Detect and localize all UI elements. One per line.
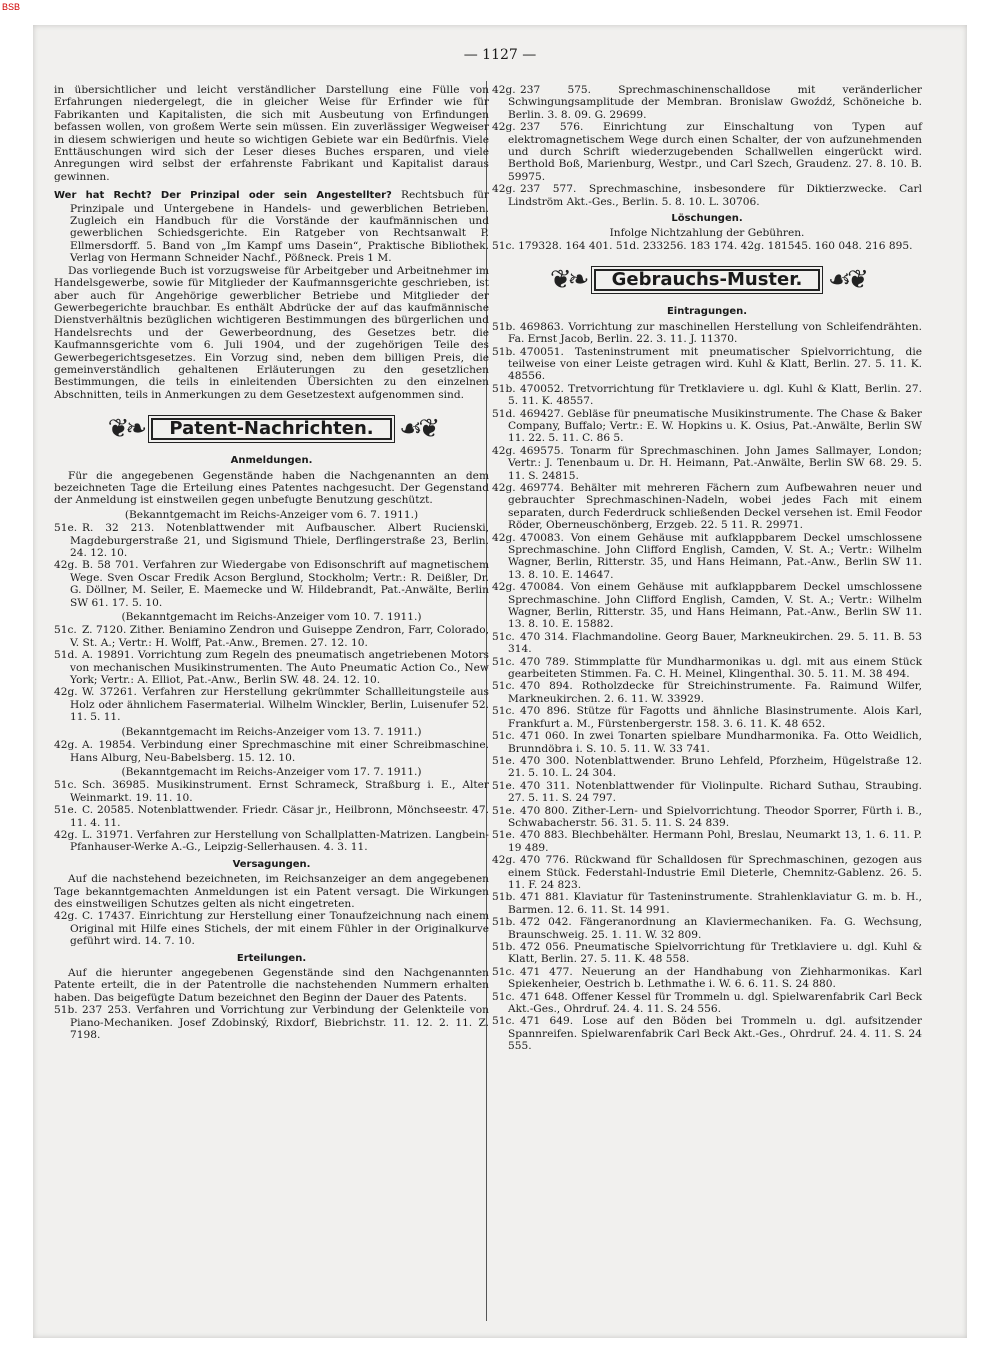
patent-entry <box>492 680 922 705</box>
intro-paragraph: in übersichtlicher und leicht verständlicher Darstellung eine Fülle von Erfahrungen niedergelegt, die in gleicher Weise für Erfinder wie für Fabrikanten und Kapitalisten, die sich mit Ausbeutung von Erfindungen befassen wollen, von großem Werte sein müssen. Ein zuverlässiger Wegweiser in diesem schwierigen und heute so wichtigen Gebiete war ein Bedürfnis. Viele Enttäuschungen wird sich der Leser dieses Buches ersparen, und viele Anregungen wird selbst der erfahrenste Fabrikant und Kapitalist daraus gewinnen. <box>54 84 489 183</box>
section-heading: Eintragungen. <box>666 306 748 318</box>
patent-entry <box>492 581 922 631</box>
section-heading: Versagungen. <box>232 858 311 870</box>
entry-text: 470083. Von einem Gehäuse mit aufklappbarem Deckel umschlossene Sprechmaschine. John Clifford English, Camden, V. St. A.; Vertr.: Wilhelm Wagner, Berlin, Ritterstr. 35, und Hans Heimann, Pat.-Anw., Berlin SW 11. 13. 8. 10. E. 14647. <box>508 531 922 581</box>
patent-entry <box>54 686 489 723</box>
entry-class: 51c. <box>492 1015 515 1028</box>
entry-text: 237 575. Sprechmaschinenschalldose mit veränderlicher Schwingungsamplitude der Membran. Bronislaw Gwoźdź, Schöneiche b. Berlin. 3. 8. 09. G. 29699. <box>508 84 922 121</box>
book-description: Das vorliegende Buch ist vorzugsweise für Arbeitgeber und Arbeitnehmer im Handelsgewerbe, sowie für Mitglieder der Kaufmannsgerichte geschrieben, ist aber auch für Angehörige gewerblicher Betriebe und Mitglieder der Gewerbegerichte brauchbar. Es enthält Abdrücke der auf das kaufmännische Dienstverhältnis bezüglichen wichtigeren Bestimmungen des bürgerlichen und Handelsrechts und der Gewerbeordnung, des Gesetzes betr. die Kaufmannsgerichte vom 6. Juli 1904, und der zugehörigen Teile des Gewerbegerichtsgesetzes. Ein Vorzug sind, neben dem billigen Preis, die gemeinverständlich gehaltenen Erläuterungen zu den gesetzlichen Bestimmungen, die teils in einleitenden Übersichten zu den einzelnen Abschnitten, teils in Anmerkungen zu dem Gesetzestext aufgenommen sind. <box>54 264 489 401</box>
patent-entry <box>492 916 922 941</box>
patent-entry <box>492 755 922 780</box>
entry-text: Sch. 36985. Musikinstrument. Ernst Schrameck, Straßburg i. E., Alter Weinmarkt. 19. 11. 10. <box>70 779 489 804</box>
ornament-icon: ❦❧ <box>549 265 586 296</box>
patent-entry <box>492 705 922 730</box>
entry-class: 51c. <box>492 705 515 718</box>
entry-text: 470051. Tasteninstrument mit pneumatischer Spielvorrichtung, die teilweise von einer Leiste getragen wird. Kuhl & Klatt, Berlin. 27. 5. 11. K. 48556. <box>508 345 922 383</box>
patent-entry <box>492 805 922 830</box>
patent-entry <box>492 966 922 991</box>
utility-model-list <box>492 321 922 1053</box>
ornament-icon: ☙❦ <box>827 265 865 296</box>
patent-entry <box>492 346 922 383</box>
banner-title: Patent-Nachrichten. <box>151 418 391 440</box>
patent-entry <box>492 780 922 805</box>
patent-entry <box>54 779 489 804</box>
patent-entry <box>492 730 922 755</box>
patent-entry <box>492 383 922 408</box>
entry-text: Z. 7120. Zither. Beniamino Zendron und Guiseppe Zendron, Farr, Colorado, V. St. A.; Vertr.: H. Wolff, Pat.-Anw., Bremen. 27. 12. 10. <box>70 624 489 649</box>
entry-text: 469863. Vorrichtung zur maschinellen Herstellung von Schleifendrähten. Fa. Ernst Jacob, Berlin. 22. 3. 11. J. 11370. <box>508 320 922 346</box>
entry-text: 237 577. Sprechmaschine, insbesondere für Diktierzwecke. Carl Lindström Akt.-Ges., Berlin. 5. 8. 10. L. 30706. <box>508 183 922 208</box>
entry-text: 470 314. Flachmandoline. Georg Bauer, Markneukirchen. 29. 5. 11. B. 53 314. <box>508 630 922 656</box>
ornament-icon: ❦❧ <box>107 413 144 444</box>
entry-text: C. 17437. Einrichtung zur Herstellung einer Tonaufzeichnung nach einem Original mit Hilfe eines Stichels, der mit einem Fühler in der Originalkurve geführt wird. 14. 7. 10. <box>70 910 489 948</box>
entry-class: 42g. <box>492 581 516 594</box>
entry-class: 51c. <box>492 630 515 643</box>
entry-text: 471 881. Klaviatur für Tasteninstrumente. Strahlenklaviatur G. m. b. H., Barmen. 12. 6. 11. St. 14 991. <box>508 891 922 916</box>
patent-entry <box>492 84 922 121</box>
entry-text: L. 31971. Verfahren zur Herstellung von Schallplatten-Matrizen. Langbein-Pfanhauser-Werke A.-G., Leipzig-Sellerhausen. 4. 3. 11. <box>70 828 489 854</box>
entry-class: 51b. <box>492 941 516 953</box>
entry-text: A. 19891. Vorrichtung zum Regeln des pneumatisch angetriebenen Motors von mechanischen Musikinstrumenten. The Auto Pneumatic Action Co., New York; Vertr.: A. Elliot, Pat.-Anw., Berlin SW. 48. 24. 12. 10. <box>70 649 489 687</box>
patent-entry <box>492 891 922 916</box>
entry-text: 471 477. Neuerung an der Handhabung von Ziehharmonikas. Karl Spiekenheier, Oestrich b. Lethmathe i. W. 6. 6. 11. S. 24 880. <box>508 965 922 991</box>
patent-entry <box>492 183 922 208</box>
patent-entry <box>54 559 489 609</box>
patent-entry <box>492 321 922 346</box>
patent-entry <box>54 624 489 649</box>
book-review <box>54 189 489 264</box>
ornament-icon: ☙❦ <box>399 413 437 444</box>
entry-class: 42g. <box>54 686 78 699</box>
entry-text: 470 800. Zither-Lern- und Spielvorrichtung. Theodor Sporrer, Fürth i. B., Schwabacherstr. 56. 31. 5. 11. S. 24 839. <box>508 804 922 829</box>
entry-text: 472 042. Fängeranordnung an Klaviermechaniken. Fa. G. Wechsung, Braunschweig. 25. 1. 11. W. 32 809. <box>508 916 922 941</box>
entry-class: 51b. <box>492 345 516 358</box>
entry-class: 42g. <box>54 828 78 841</box>
entry-text: B. 58 701. Verfahren zur Wiedergabe von Edisonschrift auf magnetischem Wege. Sven Oscar Fredik Acson Berglund, Stockholm; Vertr.: R. Deißler, Dr. G. Döllner, M. Seiler, E. Maemecke und W. Hildebrandt, Pat.-Anwälte, Berlin SW 61. 17. 5. 10. <box>70 559 489 609</box>
entry-class: 42g. <box>492 531 516 544</box>
entry-text: 471 649. Lose auf den Böden bei Trommeln u. dgl. aufsitzender Spannreifen. Spielwarenfabrik Carl Beck Akt.-Ges., Ohrdruf. 24. 4. 11. S. 24 555. <box>508 1015 922 1053</box>
entry-text: 470052. Tretvorrichtung für Tretklaviere u. dgl. Kuhl & Klatt, Berlin. 27. 5. 11. K. 48557. <box>508 382 922 408</box>
scanned-page <box>33 25 967 1338</box>
entry-class: 51e. <box>54 804 78 817</box>
entry-text: 469774. Behälter mit mehreren Fächern zum Aufbewahren neuer und gebrauchter Sprechmaschinen-Nadeln, wobei jedes Fach mit einem separaten, durch Federdruck schließenden Deckel versehen ist. Emil Feodor Röder, Oberneuschönberg, Erzgeb. 22. 5 11. R. 29971. <box>508 481 922 532</box>
entry-class: 51e. <box>492 829 516 842</box>
entry-class: 42g. <box>492 183 516 196</box>
section-heading: Anmeldungen. <box>230 455 313 467</box>
entry-text: 237 253. Verfahren und Vorrichtung zur Verbindung der Gelenkteile von Piano-Mechaniken. Josef Zdobinský, Rixdorf, Biebrichstr. 11. 12. 2. 11. Z. 7198. <box>70 1004 489 1042</box>
patent-entry <box>492 408 922 445</box>
entry-class: 42g. <box>54 739 78 752</box>
entry-text: 237 576. Einrichtung zur Einschaltung von Typen auf elektromagnetischem Wege durch einen Schalter, der von aufzunehmenden und durch Schrift wiederzugebenden Schallwellen eingerückt wird. Berthold Boß, Marienburg, Westpr., und Carl Szech, Graudenz. 27. 8. 10. B. 59975. <box>508 121 922 183</box>
patent-entry <box>54 829 489 854</box>
entry-class: 51c. <box>492 655 515 668</box>
entry-class: 51e. <box>492 754 516 767</box>
entry-class: 42g. <box>492 854 516 867</box>
patent-entry <box>492 854 922 891</box>
entry-class: 51c. <box>54 779 77 792</box>
patent-nachrichten-banner <box>54 409 489 449</box>
entry-class: 51c. <box>54 624 77 637</box>
entry-text: A. 19854. Verbindung einer Sprechmaschine mit einer Schreibmaschine. Hans Alburg, Neu-Babelsberg. 15. 12. 10. <box>70 739 489 764</box>
entry-class: 51d. <box>492 407 516 420</box>
patent-entry <box>54 649 489 686</box>
deletion-numbers: 51c. 179328. 164 401. 51d. 233256. 183 174. 42g. 181545. 160 048. 216 895. <box>492 239 913 252</box>
patent-entry <box>492 532 922 582</box>
patent-entry <box>492 656 922 681</box>
entry-text: 470 896. Stütze für Fagotts und ähnliche Blasinstrumente. Alois Karl, Frankfurt a. M., Fürstenbergerstr. 158. 3. 6. 11. K. 48 652. <box>508 705 922 730</box>
announcement-date: (Bekanntgemacht im Reichs-Anzeiger vom 17. 7. 1911.) <box>121 765 422 778</box>
entry-text: 470 311. Notenblattwender für Violinpulte. Richard Suthau, Straubing. 27. 5. 11. S. 24 797. <box>508 779 922 805</box>
patent-entry <box>54 804 489 829</box>
patent-entry <box>492 445 922 482</box>
section-heading: Löschungen. <box>671 213 743 225</box>
entry-class: 51c. <box>492 965 515 978</box>
patent-entry <box>54 522 489 559</box>
entry-class: 51d. <box>54 649 78 662</box>
book-title: Wer hat Recht? Der Prinzipal oder sein Angestellter? <box>54 190 392 202</box>
patent-list-continued <box>492 84 922 208</box>
entry-class: 51c. <box>492 730 515 743</box>
page-number: — 1127 — <box>463 47 537 63</box>
entry-class: 51b. <box>492 382 516 395</box>
announcement-date: (Bekanntgemacht im Reichs-Anzeiger vom 6. 7. 1911.) <box>124 508 419 521</box>
entry-text: 470 789. Stimmplatte für Mundharmonikas u. dgl. mit aus einem Stück gearbeiteten Stimmen. Fa. C. H. Meinel, Klingenthal. 30. 5. 11. M. 38 494. <box>508 655 922 681</box>
entry-class: 51e. <box>492 779 516 792</box>
section-subheading: Infolge Nichtzahlung der Gebühren. <box>609 227 805 240</box>
entry-class: 51e. <box>54 522 78 535</box>
entry-text: 470 894. Rotholzdecke für Streichinstrumente. Fa. Raimund Wilfer, Markneukirchen. 2. 6. 11. W. 33929. <box>508 680 922 705</box>
book-text: Rechtsbuch für Prinzipale und Untergebene in Handels- und gewerblichen Betrieben. Zugleich ein Handbuch für die Vorstände der kaufmännischen und gewerblichen Schiedsgerichte. Ein Ratgeber von Rechtsanwalt P. Ellmersdorff. 5. Band von „Im Kampf ums Dasein“, Praktische Bibliothek. Verlag von Hermann Schneider Nachf., Pößneck. Preis 1 M. <box>70 189 489 265</box>
entry-class: 51b. <box>492 916 516 929</box>
entry-class: 42g. <box>492 481 516 494</box>
patent-entry <box>54 910 489 947</box>
entry-class: 51b. <box>492 320 516 333</box>
entry-class: 51e. <box>492 804 516 817</box>
library-mark: BSB <box>2 2 21 12</box>
patent-entry <box>492 991 922 1016</box>
entry-class: 51b. <box>54 1004 78 1017</box>
entry-class: 42g. <box>492 84 516 96</box>
entry-text: 471 060. In zwei Tonarten spielbare Mundharmonika. Fa. Otto Weidlich, Brunndöbra i. S. 10. 5. 11. W. 33 741. <box>508 730 922 755</box>
announcement-date: (Bekanntgemacht im Reichs-Anzeiger vom 10. 7. 1911.) <box>121 611 422 624</box>
entry-class: 51c. <box>492 680 515 693</box>
entry-text: 470 776. Rückwand für Schalldosen für Sprechmaschinen, gezogen aus einem Stück. Federstahl-Industrie Emil Dieterle, Chemnitz-Gablenz. 26. 5. 11. F. 24 823. <box>508 854 922 891</box>
entry-text: R. 32 213. Notenblattwender mit Aufbauscher. Albert Rucienski, Magdeburgerstraße 21, und Sigismund Thiele, Derflingerstraße 23, Berlin. 24. 12. 10. <box>70 522 489 559</box>
section-intro: Auf die nachstehend bezeichneten, im Reichsanzeiger an dem angegebenen Tage bekanntgemachten Anmeldungen ist ein Patent versagt. Die Wirkungen des einstweiligen Schutzes gelten als nicht eingetreten. <box>54 873 489 910</box>
entry-text: 470 300. Notenblattwender. Bruno Lehfeld, Pforzheim, Hügelstraße 12. 21. 5. 10. L. 24 304. <box>508 754 922 780</box>
entry-text: 469575. Tonarm für Sprechmaschinen. John James Sallmayer, London; Vertr.: J. Tenenbaum u. Dr. H. Heimann, Pat.-Anwälte, Berlin SW 68. 29. 5. 11. S. 24815. <box>508 444 922 482</box>
patent-entry <box>492 941 922 966</box>
section-heading: Erteilungen. <box>236 952 307 964</box>
banner-title: Gebrauchs-Muster. <box>594 269 821 291</box>
entry-text: 470 883. Blechbehälter. Hermann Pohl, Breslau, Neumarkt 13, 1. 6. 11. P. 19 489. <box>508 829 922 854</box>
entry-class: 51c. <box>492 990 515 1003</box>
entry-text: 469427. Gebläse für pneumatische Musikinstrumente. The Chase & Baker Company, Buffalo; Vertr.: E. W. Hopkins u. K. Osius, Pat.-Anwälte, Berlin SW 11. 22. 5. 11. C. 86 5. <box>508 407 922 445</box>
section-intro: Für die angegebenen Gegenstände haben die Nachgenannten an dem bezeichneten Tage die Erteilung eines Patentes nachgesucht. Der Gegenstand der Anmeldung ist einstweilen gegen unbefugte Benutzung geschützt. <box>54 469 489 507</box>
patent-entry <box>492 631 922 656</box>
patent-entry <box>492 121 922 183</box>
section-intro: Auf die hierunter angegebenen Gegenstände sind den Nachgenannten Patente erteilt, die in der Patentrolle die nachstehenden Nummern erhalten haben. Das beigefügte Datum bezeichnet den Beginn der Dauer des Patents. <box>54 967 489 1004</box>
entry-text: 470084. Von einem Gehäuse mit aufklappbarem Deckel umschlossene Sprechmaschine. John Clifford English, Camden, V. St. A.; Vertr.: Wilhelm Wagner, Berlin, Ritterstr. 35, und Hans Heimann, Pat.-Anw., Berlin SW 11. 13. 8. 10. E. 15882. <box>508 581 922 631</box>
entry-text: W. 37261. Verfahren zur Herstellung gekrümmter Schallleitungsteile aus Holz oder ähnlichem Fasermaterial. Wilhelm Winckler, Berlin, Luisenufer 52. 11. 5. 11. <box>70 686 489 724</box>
entry-text: C. 20585. Notenblattwender. Friedr. Cäsar jr., Heilbronn, Mönchseestr. 47. 11. 4. 11. <box>70 804 489 829</box>
patent-entry <box>54 1004 489 1041</box>
entry-class: 42g. <box>54 910 78 923</box>
entry-text: 472 056. Pneumatische Spielvorrichtung für Tretklaviere u. dgl. Kuhl & Klatt, Berlin. 27. 5. 11. K. 48 558. <box>508 941 922 966</box>
gebrauchs-muster-banner <box>492 260 922 300</box>
entry-text: 471 648. Offener Kessel für Trommeln u. dgl. Spielwarenfabrik Carl Beck Akt.-Ges., Ohrdruf. 24. 4. 11. S. 24 556. <box>508 990 922 1016</box>
entry-class: 42g. <box>492 444 516 457</box>
patent-entry <box>54 739 489 764</box>
entry-class: 51b. <box>492 891 516 904</box>
patent-entry <box>492 482 922 532</box>
left-column <box>54 84 489 1041</box>
announcement-date: (Bekanntgemacht im Reichs-Anzeiger vom 13. 7. 1911.) <box>121 725 422 738</box>
entry-class: 42g. <box>54 559 78 572</box>
entry-class: 42g. <box>492 121 516 134</box>
patent-entry <box>492 1015 922 1052</box>
patent-entry <box>492 829 922 854</box>
right-column <box>492 84 922 1053</box>
